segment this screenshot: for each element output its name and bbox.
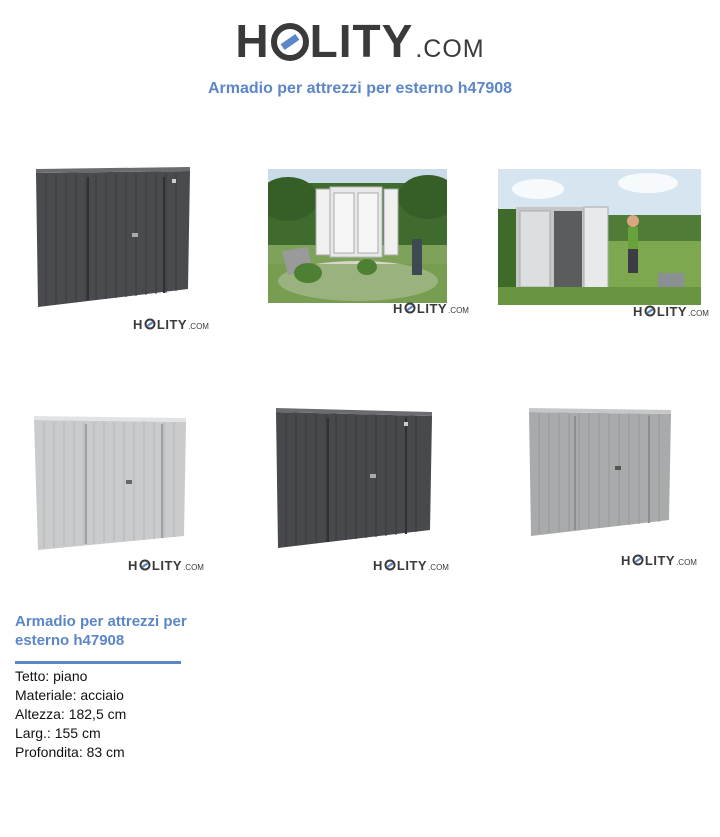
watermark-o-icon (404, 301, 416, 313)
watermark-o-icon (384, 558, 396, 570)
logo-tld: .COM (415, 35, 485, 63)
gallery-image-2[interactable] (268, 169, 447, 303)
spec-height: Altezza: 182,5 cm (15, 706, 127, 722)
spec-width: Larg.: 155 cm (15, 725, 101, 741)
spec-depth: Profondita: 83 cm (15, 744, 125, 760)
logo-o-mark-icon (271, 23, 309, 61)
watermark-o-icon (144, 317, 156, 329)
product-name: Armadio per attrezzi per esterno h47908 (15, 613, 187, 649)
watermark-o-icon (632, 553, 644, 565)
watermark-o-icon (644, 304, 656, 316)
header-logo[interactable] (0, 14, 720, 68)
page-title: Armadio per attrezzi per esterno h47908 (207, 80, 513, 97)
watermark-4: H LITY .COM (128, 558, 204, 573)
watermark-3: H LITY .COM (633, 304, 709, 319)
spec-roof: Tetto: piano (15, 668, 88, 684)
watermark-1: H LITY .COM (133, 317, 209, 332)
watermark-5: H LITY .COM (373, 558, 449, 573)
watermark-2: H LITY .COM (393, 301, 469, 316)
divider (15, 661, 181, 664)
gallery-image-1[interactable] (32, 165, 192, 310)
watermark-o-icon (139, 558, 151, 570)
holity-logo (235, 14, 484, 68)
gallery-image-5[interactable] (274, 406, 434, 550)
logo-letters-lity: LITY (309, 15, 414, 67)
watermark-6: H LITY .COM (621, 553, 697, 568)
logo-letter-h: H (235, 15, 270, 67)
spec-material: Materiale: acciaio (15, 687, 124, 703)
gallery-image-3[interactable] (498, 169, 701, 305)
spec-list (15, 667, 126, 762)
gallery-image-4[interactable] (32, 414, 188, 554)
gallery-image-6[interactable] (527, 406, 673, 538)
